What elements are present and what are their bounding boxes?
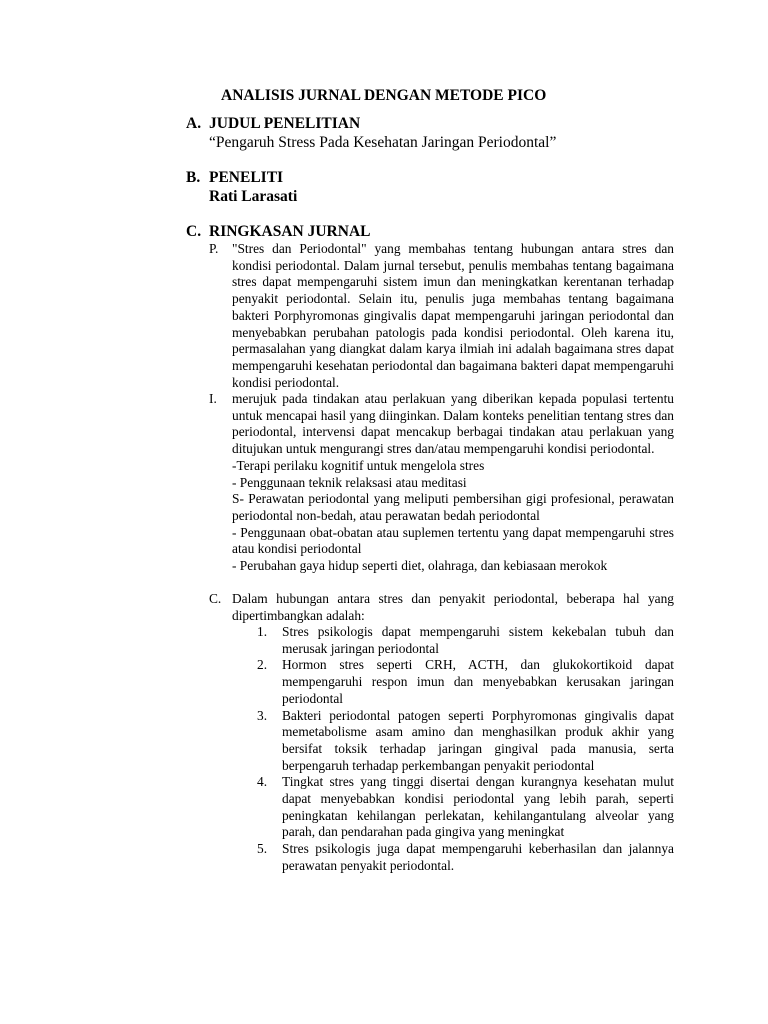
pico-p-block — [232, 241, 674, 391]
section-a-letter: A. — [186, 115, 202, 132]
section-a-heading: JUDUL PENELITIAN — [209, 115, 361, 132]
pico-i-point: - Penggunaan teknik relaksasi atau meditasi — [232, 474, 467, 490]
section-b-letter: B. — [186, 169, 201, 186]
list-item — [257, 774, 674, 841]
section-b-heading: PENELITI — [209, 169, 284, 186]
list-number: 2. — [257, 657, 268, 673]
list-text: Stres psikologis juga dapat mempengaruhi keberhasilan dan jalannya perawatan penyakit periodontal. — [282, 841, 674, 873]
pico-c-marker: C. — [209, 591, 222, 606]
list-text: Bakteri periodontal patogen seperti Porphyromonas gingivalis dapat memetabolisme asam amino dan menghasilkan produk akhir yang bersifat toksik terhadap jaringan gingival pada manusia, serta berpengaruh terhadap perkembangan penyakit periodontal — [282, 707, 674, 773]
researcher-name: Rati Larasati — [209, 188, 298, 205]
list-text: Tingkat stres yang tinggi disertai dengan kurangnya kesehatan mulut dapat menyebabkan kondisi periodontal yang lebih parah, seperti peningkatan kehilangan perlekatan, kehilangantulang alveolar yang parah, dan pendarahan pada gingiva yang meningkat — [282, 774, 674, 840]
pico-p-text: "Stres dan Periodontal" yang membahas tentang hubungan antara stres dan kondisi periodontal. Dalam jurnal tersebut, penulis membahas tentang bagaimana stres dapat mempengaruhi sistem imun dan meningkatkan kerentanan terhadap penyakit periodontal. Selain itu, penulis juga membahas tentang bagaimana bakteri Porphyromonas gingivalis dapat mempengaruhi jaringan periodontal dan menyebabkan perubahan patologis pada kondisi periodontal. Oleh karena itu, permasalahan yang diangkat dalam karya ilmiah ini adalah bagaimana stres dapat mempengaruhi kesehatan periodontal dan bagaimana bakteri dapat mempengaruhi kondisi periodontal. — [232, 241, 674, 390]
list-item — [257, 707, 674, 775]
pico-p-marker: P. — [209, 241, 219, 256]
list-number: 3. — [257, 707, 268, 723]
pico-i-point: S- Perawatan periodontal yang meliputi pembersihan gigi profesional, perawatan periodontal non-bedah, atau perawatan bedah periodontal — [232, 491, 674, 523]
list-number: 1. — [257, 624, 268, 639]
pico-c-text: Dalam hubungan antara stres dan penyakit periodontal, beberapa hal yang dipertimbangkan adalah: — [232, 591, 674, 623]
list-text: Stres psikologis dapat mempengaruhi sistem kekebalan tubuh dan merusak jaringan periodontal — [282, 624, 674, 656]
research-title: “Pengaruh Stress Pada Kesehatan Jaringan Periodontal” — [209, 134, 557, 151]
pico-i-marker: I. — [209, 391, 217, 406]
section-c-letter: C. — [186, 223, 202, 240]
pico-i-point: - Perubahan gaya hidup seperti diet, olahraga, dan kebiasaan merokok — [232, 558, 608, 574]
pico-i-block — [232, 391, 674, 575]
pico-c-block — [232, 591, 674, 624]
pico-c-list — [257, 624, 674, 875]
list-number: 4. — [257, 774, 268, 790]
list-item — [257, 624, 674, 657]
section-c-heading: RINGKASAN JURNAL — [209, 223, 371, 240]
list-item — [257, 657, 674, 707]
document-title: ANALISIS JURNAL DENGAN METODE PICO — [221, 87, 547, 104]
pico-i-point: -Terapi perilaku kognitif untuk mengelola stres — [232, 457, 485, 473]
list-text: Hormon stres seperti CRH, ACTH, dan glukokortikoid dapat mempengaruhi respon imun dan menyebabkan kerusakan jaringan periodontal — [282, 657, 674, 706]
list-number: 5. — [257, 841, 268, 857]
pico-i-text: merujuk pada tindakan atau perlakuan yang diberikan kepada populasi tertentu untuk mencapai hasil yang diinginkan. Dalam konteks penelitian tentang stres dan periodontal, intervensi dapat mencakup berbagai tindakan atau perlakuan yang ditujukan untuk mengurangi stres dan/atau mempengaruhi kondisi periodontal. — [232, 391, 674, 457]
list-item — [257, 841, 674, 874]
pico-i-point: - Penggunaan obat-obatan atau suplemen tertentu yang dapat mempengaruhi stres atau kondisi periodontal — [232, 524, 674, 557]
